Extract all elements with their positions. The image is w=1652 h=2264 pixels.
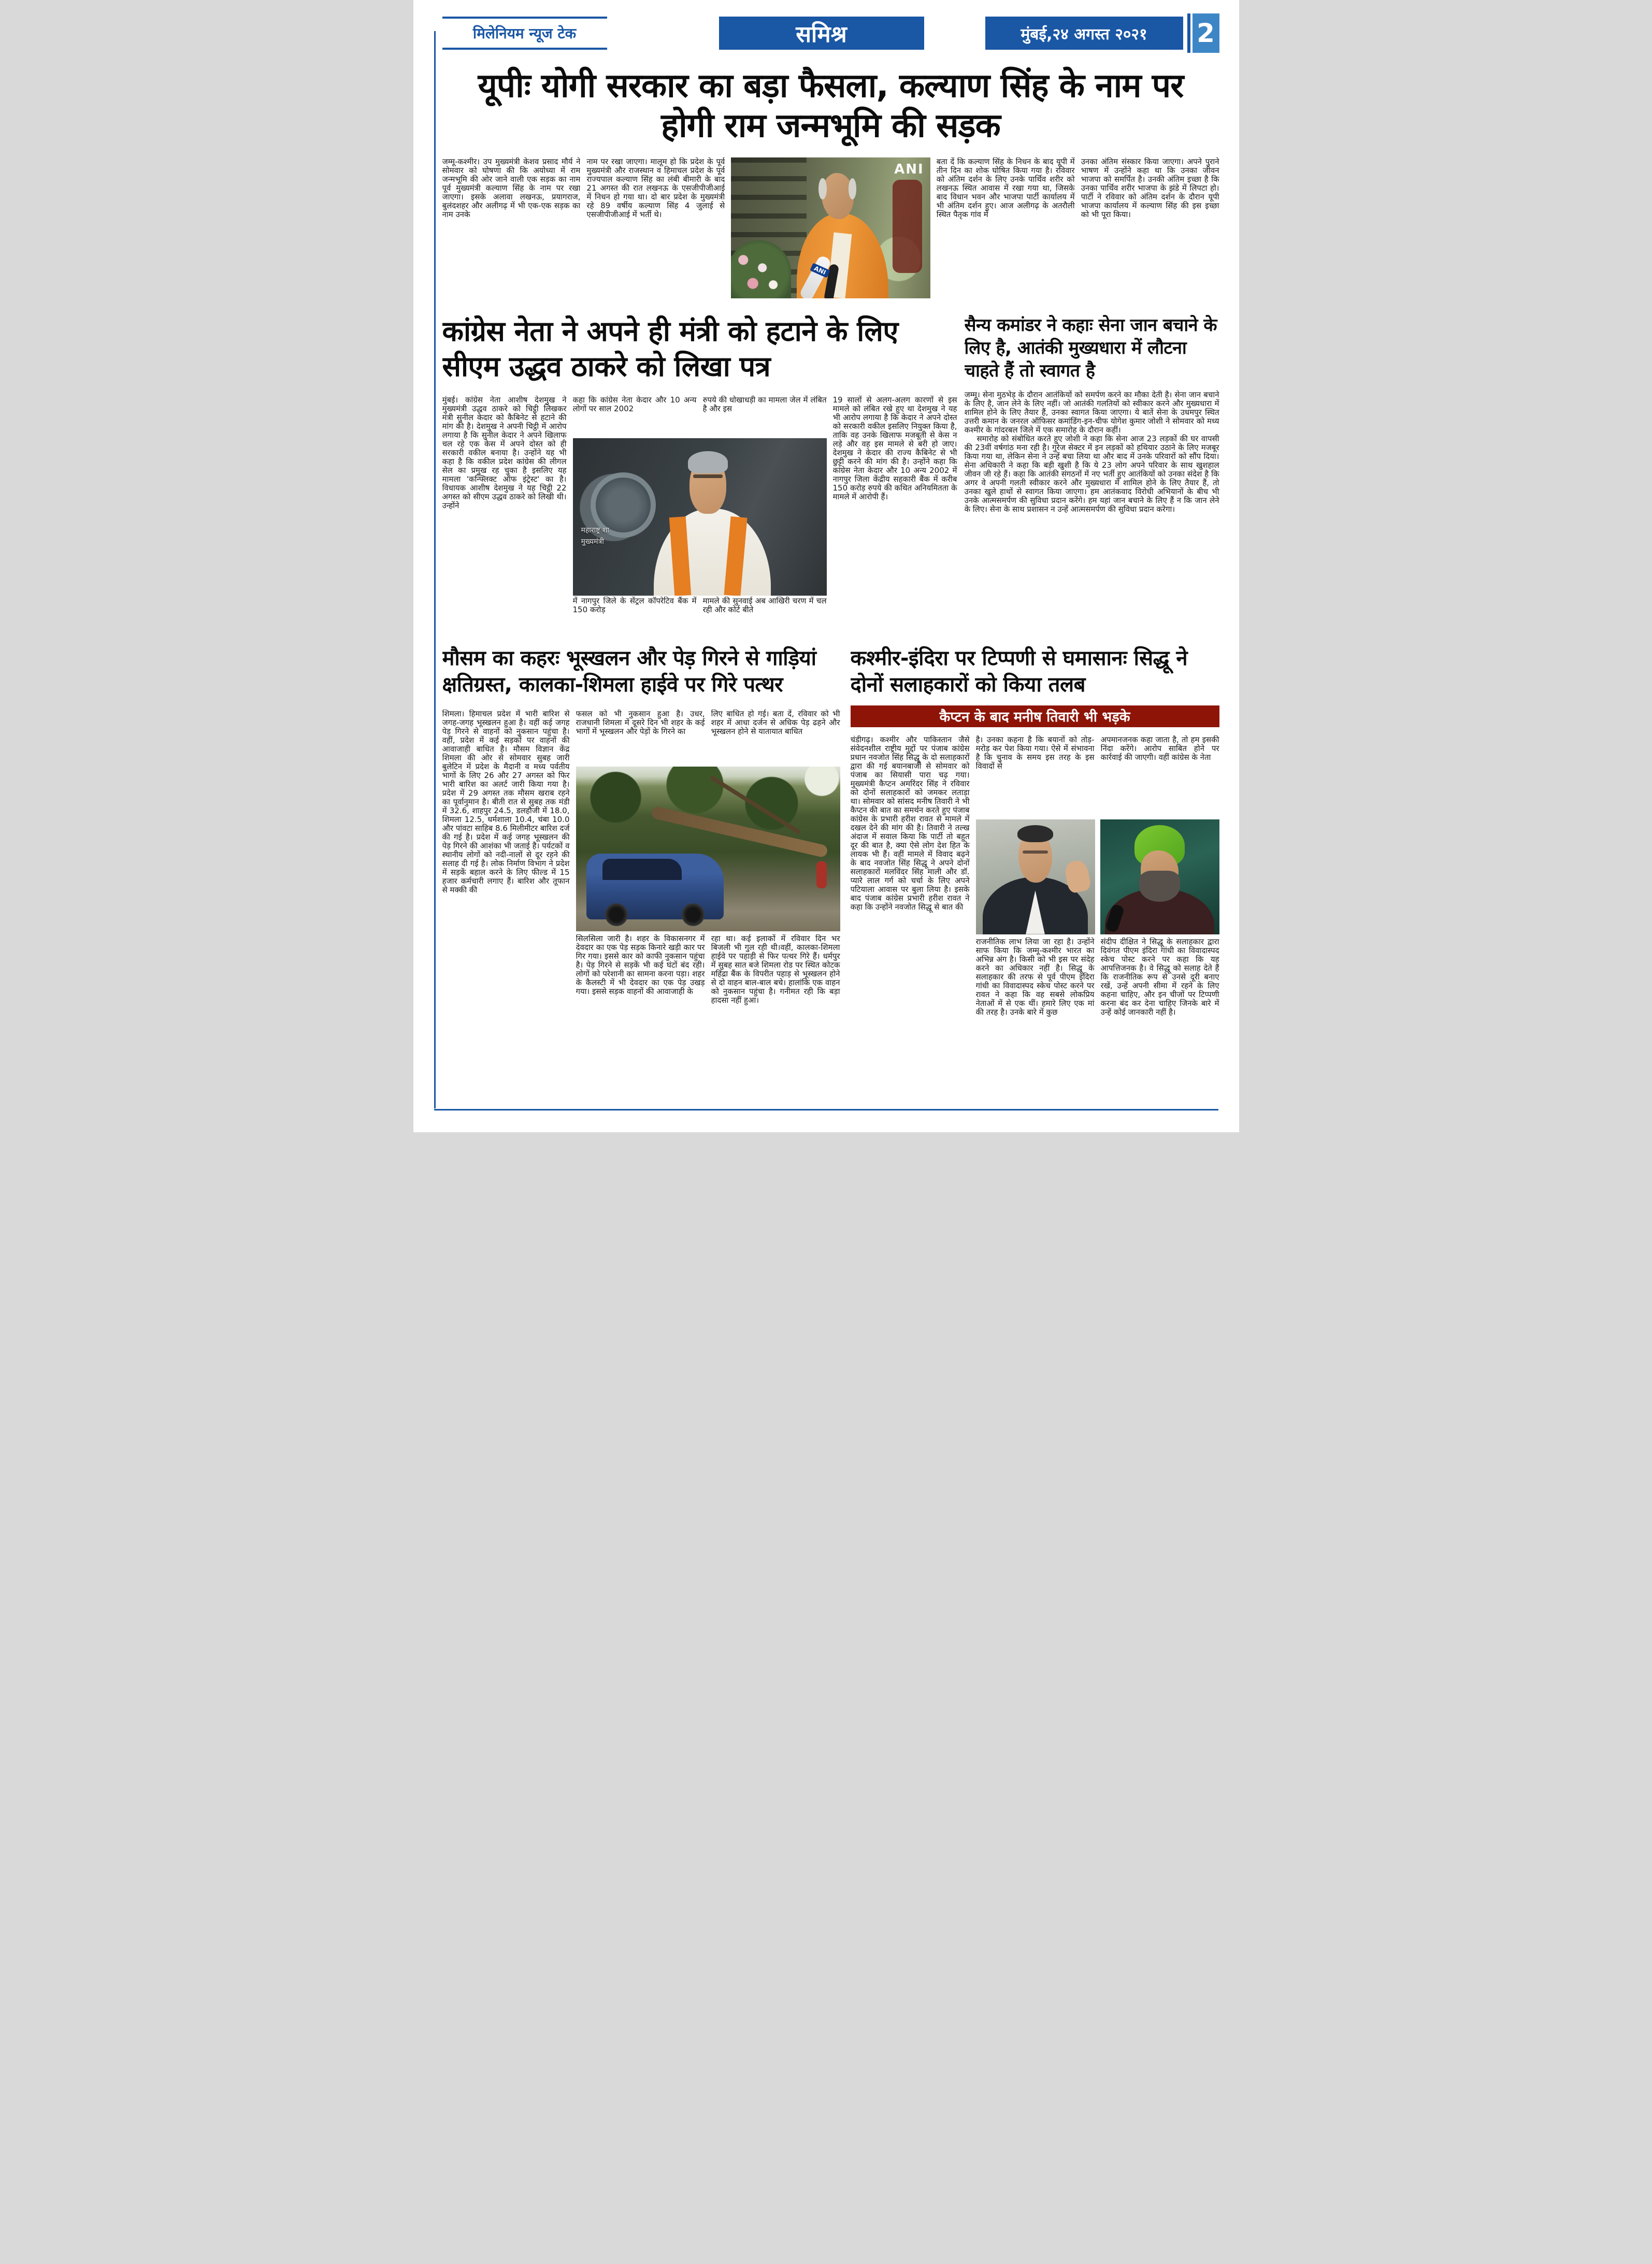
masthead (442, 13, 1219, 53)
sidhu-middle-columns (976, 736, 1219, 1104)
left-border-rule (434, 31, 436, 1108)
photo-emblem-text (581, 525, 610, 548)
photo-chair-shape (893, 180, 923, 273)
weather-headline: मौसम का कहरः भूस्खलन और पेड़ गिरने से गाड़ियां क्षतिग्रस्त, कालका-शिमला हाईवे पर गिरे पत्थर (442, 646, 816, 697)
congress-column-4: 19 सालों से अलग-अलग कारणों से इस मामले को लंबित रखे हुए था देशमुख ने यह भी आरोप लगाया है कि केदार ने अपने दोस्त को सरकारी वकील इसलिए नियुक्त किया है, ताकि वह उनके खिलाफ मजबूती से केस न लड़े और वह इस मामले से बरी हो जाए। देशमुख ने केदार की राज्य कैबिनेट से भी छुट्टी करने की मांग की है। उन्होंने कहा कि कांग्रेस नेता केदार और 10 अन्य 2002 में नागपुर जिला केंद्रीय सहकारी बैंक में करीब 150 करोड़ रुपये की कथित अनियमितता के मामले में आरोपी हैं। (832, 395, 957, 501)
lead-column-2: नाम पर रखा जाएगा। मालूम हो कि प्रदेश के पूर्व मुख्यमंत्री और राजस्थान व हिमाचल प्रदेश के पूर्व राज्यपाल कल्याण सिंह का लंबी बीमारी के बाद 21 अगस्त की रात लखनऊ के एसजीपीजीआई में निधन हो गया था। दो बार प्रदेश के मुख्यमंत्री रहे 89 वर्षीय कल्याण सिंह 4 जुलाई से एसजीपीजीआई में भर्ती थे। (586, 157, 725, 219)
glasses-icon (1023, 850, 1047, 854)
weather-column-3-top: लिए बाधित हो गई। बता दें, रविवार को भी शहर में आधा दर्जन से अधिक पेड़ ढहने और भूस्खलन होने से यातायात बाधित (711, 709, 840, 736)
sidhu-subheadline-bar: कैप्टन के बाद मनीष तिवारी भी भड़के (851, 705, 1219, 727)
sidhu-article (851, 645, 1219, 1104)
lead-headline: यूपीः योगी सरकार का बड़ा फैसला, कल्याण सिंह के नाम पर होगी राम जन्मभूमि की सड़क (478, 67, 1184, 145)
photo-car-window-shape (602, 859, 682, 880)
congress-headline: कांग्रेस नेता ने अपने ही मंत्री को हटाने के लिए सीएम उद्धव ठाकरे को लिखा पत्र (442, 314, 898, 383)
photo-hair-shape (818, 178, 826, 199)
lead-article-body (442, 157, 1219, 298)
photo-kalyan-singh (731, 157, 930, 298)
photo-manish-tewari (976, 819, 1095, 934)
sidhu-column-2-bottom: राजनीतिक लाभ लिया जा रहा है। उन्होंने साफ किया कि जम्मू-कश्मीर भारत का अभिन्न अंग है। किसी को भी इस पर संदेह करने का अधिकार नहीं है। सिद्धू के सलाहकार की तरफ से पूर्व पीएम इंदिरा गांधी का विवादास्पद स्केच पोस्ट करने पर रावत ने कहा कि वह सबसे लोकप्रिय नेताओं में से एक थीं। हमारे लिए एक मां की तरह है। उनके बारे में कुछ (975, 937, 1095, 1017)
army-article (965, 314, 1219, 630)
photo-car-wheel-shape (605, 903, 628, 926)
photo-navjot-sidhu (1100, 819, 1219, 934)
sidhu-headline: कश्मीर-इंदिरा पर टिप्पणी से घमासानः सिद्धू ने दोनों सलाहकारों को किया तलब (850, 646, 1188, 697)
photo-hair-shape (849, 178, 856, 199)
congress-column-2-bottom: में नागपुर जिले के सेंट्रल कॉपरेटिव बैंक में 150 करोड़ (572, 596, 697, 614)
congress-article (442, 314, 957, 630)
sidhu-column-1: चंडीगढ़। कश्मीर और पाकिस्तान जैसे संवेदनशील राष्ट्रीय मुद्दों पर पंजाब कांग्रेस प्रधान नवजोत सिंह सिद्धू के दो सलाहकारों द्वारा की गई बयानबाजी से सोमवार को पंजाब का सियासी पारा चढ़ गया। मुख्यमंत्री कैप्टन अमरिंदर सिंह ने रविवार को दोनों सलाहकारों को जमकर लताड़ा था। सोमवार को सांसद मनीष तिवारी ने भी कैप्टन की बात का समर्थन करते हुए पंजाब कांग्रेस के प्रभारी हरीश रावत से मामले में दखल देने की मांग की है। तिवारी ने तल्ख अंदाज में सवाल किया कि पार्टी तो बहुत दूर की बात है, क्या ऐसे लोग देश हित के लायक भी हैं। वहीं मामले में विवाद बढ़ने के बाद नवजोत सिंह सिद्धू ने अपने दोनों सलाहकारों मलविंदर सिंह माली और डॉ. प्यारे लाल गर्ग को चर्चा के लिए अपने पटियाला आवास पर बुला लिया है। इसके बाद पंजाब कांग्रेस प्रभारी हरीश रावत ने कहा कि उन्होंने नवजोत सिद्धू से बात की (850, 735, 970, 912)
army-paragraph-2: समारोह को संबोधित करते हुए जोशी ने कहा कि सेना आज 23 लड़कों की घर वापसी की 23वीं वर्षगांठ मना रही है। गुरेज सेक्टर में इन लड़कों को हथियार उठाने के लिए मजबूर किया गया था, लेकिन सेना ने उन्हें बचा लिया था और बाद में उनके परिवारों को सौंप दिया। सेना अधिकारी ने कहा कि बड़ी खुशी है कि ये 23 लोग अपने परिवार के साथ खुशहाल जीवन जी रहे हैं। कहा कि आतंकी संगठनों में नए भर्ती हुए आतंकियों को उनका संदेश है कि अगर वे अपनी गलती स्वीकार करने और मुख्यधारा में शामिल होने के लिए तैयार हैं, तो उनका खुले हाथों से स्वागत किया जाएगा। हम आतंकवाद विरोधी अभियानों के बीच भी उनके आत्मसमर्पण की सुविधा प्रदान करेंगे। हम यहां जान बचाने के लिए हैं न कि जान लेने के लिए। सेना के साथ प्रशासन न उन्हें आत्मसमर्पण की सुविधा प्रदान करेगा। (964, 434, 1219, 514)
page-number: 2 (1193, 13, 1219, 53)
lead-column-4: उनका अंतिम संस्कार किया जाएगा। अपने पुराने भाषण में उन्होंने कहा था कि उनका जीवन भाजपा को समर्पित है। उनकी अंतिम इच्छा है कि उनका पार्थिव शरीर भाजपा के झंडे में लिपटा हो। पार्टी ने रविवार को अंतिम दर्शन के दौरान यूपी भाजपा कार्यालय में कल्याण सिंह की इस इच्छा को भी पूरा किया। (1081, 157, 1219, 219)
weather-column-2-bottom: सिलसिला जारी है। शहर के विकासनगर में देवदार का एक पेड़ सड़क किनारे खड़ी कार पर गिर गया। इससे कार को काफी नुकसान पहुंचा है। पेड़ गिरने से सड़कें भी कई घंटों बंद रही। लोगों को परेशानी का सामना करना पड़ा। शहर के कैलस्टी में भी देवदार का एक पेड़ उखड़ गया। इससे सड़क वाहनों की आवाजाही के (576, 934, 705, 996)
lead-column-3: बता दें कि कल्याण सिंह के निधन के बाद यूपी में तीन दिन का शोक घोषित किया गया है। रविवार को अंतिम दर्शन के लिए उनके पार्थिव शरीर को लखनऊ स्थित आवास में रखा गया था, जिसके बाद विधान भवन और भाजपा पार्टी कार्यालय में भी अंतिम दर्शन हुए। आज अलीगढ़ के अतरौली स्थित पैतृक गांव में (936, 157, 1075, 219)
sidhu-column-3-top: अपमानजनक कहा जाता है, तो हम इसकी निंदा करेंगे। आरोप साबित होने पर कार्रवाई की जाएगी। वहीं कांग्रेस के नेता (1100, 735, 1219, 762)
photo-beard-shape (1139, 871, 1180, 902)
middle-section (442, 314, 1219, 630)
congress-text-below-photo (573, 597, 827, 626)
sidhu-article-body (851, 736, 1219, 1104)
photo-car-wheel-shape (682, 903, 705, 926)
congress-article-body (442, 396, 957, 628)
weather-column-1: शिमला। हिमाचल प्रदेश में भारी बारिश से जगह-जगह भूस्खलन हुआ है। वहीं कई जगह पेड़ गिरने से वाहनों को नुकसान पहुंचा है। वहीं, प्रदेश में कई सड़कों पर वाहनों की आवाजाही बाधित है। मौसम विज्ञान केंद्र शिमला की ओर से सोमवार सुबह जारी बुलेटिन में प्रदेश के मैदानी व मध्य पर्वतीय भागों के लिए 26 और 27 अगस्त को फिर भारी बारिश का अलर्ट जारी किया गया है। प्रदेश में 29 अगस्त तक मौसम खराब रहने का पूर्वानुमान है। बीती रात से सुबह तक मंडी में 32.6, शाहपुर 24.5, डलहौजी में 18.0, शिमला 12.5, धर्मशाला 10.4, चंबा 10.0 और पांवटा साहिब 8.6 मिलीमीटर बारिश दर्ज की गई है। प्रदेश में कई जगह भूस्खलन की पेड़ गिरने की आशंका भी जताई है। पर्यटकों व स्थानीय लोगों को नदी-नालों से दूर रहने की सलाह दी गई है। लोक निर्माण विभाग ने प्रदेश में सड़कें बहाल करने के लिए फील्ड में 15 हजार कर्मचारी लगाए हैं। बारिश और तूफान से मक्की की (442, 709, 570, 895)
army-headline: सैन्य कमांडर ने कहाः सेना जान बचाने के लिए है, आतंकी मुख्यधारा में लौटना चाहते हैं तो स्वागत है (964, 314, 1217, 381)
ani-mic-flag: ANI (810, 263, 830, 278)
photo-bystander-shape (816, 861, 827, 888)
section-title: समिश्र (719, 17, 924, 50)
sidhu-text-above-photos (976, 736, 1219, 816)
newspaper-page (413, 0, 1239, 1132)
bottom-section (442, 645, 1219, 1104)
dateline: मुंबई,२४ अगस्त २०२१ (985, 17, 1183, 50)
weather-column-3-bottom: रहा था। कई इलाकों में रविवार दिन भर बिजली भी गुल रही थी।वहीं, कालका-शिमला हाईवे पर पहाड़ी से फिर पत्थर गिरे हैं। धर्मपुर में सुबह सात बजे शिमला रोड पर स्थित कोटक महिंद्रा बैंक के विपरीत पहाड़ से भूस्खलन होने से दो वाहन बाल-बाल बचे। हालांकि एक वाहन को नुकसान पहुंचा है। गनीमत रही कि बड़ा हादसा नहीं हुआ। (711, 934, 840, 1005)
lead-column-1: जम्मू-कश्मीर। उप मुख्यमंत्री केशव प्रसाद मौर्य ने सोमवार को घोषणा की कि अयोध्या में राम जन्मभूमि की ओर जाने वाली एक सड़क का नाम पूर्व मुख्यमंत्री कल्याण सिंह के नाम पर रखा जाएगा। इसके अलावा लखनऊ, प्रयागराज, बुलंदशहर और अलीगढ़ में भी एक-एक सड़क का नाम उनके (442, 157, 581, 219)
weather-column-2-top: फसल को भी नुकसान हुआ है। उधर, राजधानी शिमला में दूसरे दिन भी शहर के कई भागों में भूस्खलन और पेड़ों के गिरने का (576, 709, 705, 736)
photo-person-head-shape (822, 173, 853, 220)
sidhu-column-3-bottom: संदीप दीक्षित ने सिद्धू के सलाहकार द्वारा दिवंगत पीएम इंदिरा गांधी का विवादास्पद स्केच पोस्ट करने पर कहा कि यह आपत्तिजनक है। वे सिद्धू को सलाह देते हैं कि राजनीतिक रूप से उनसे दूरी बनाए रखें, उन्हें अपनी सीमा में रहने के लिए कहना चाहिए, और इन चीजों पर टिप्पणी करना बंद कर देना चाहिए जिनके बारे में उन्हें कोई जानकारी नहीं है। (1100, 937, 1219, 1017)
congress-column-2-top: कहा कि कांग्रेस नेता केदार और 10 अन्य लोगों पर साल 2002 (572, 395, 697, 413)
weather-article-body (442, 710, 840, 1094)
photo-emblem-text-line1: महाराष्ट्र शा (581, 526, 610, 535)
paper-brand: मिलेनियम न्यूज टेक (442, 17, 607, 50)
photo-hair-shape (1017, 825, 1053, 842)
sidhu-column-2-top: है। उनका कहना है कि बयानों को तोड़-मरोड़ कर पेश किया गया। ऐसे में संभावना है कि चुनाव के समय इस तरह के इस विवादों से (975, 735, 1095, 771)
sidhu-text-below-photos (976, 938, 1219, 1104)
bottom-border-rule (434, 1109, 1218, 1111)
glasses-icon (693, 474, 722, 478)
pagenum-separator (1187, 13, 1190, 53)
army-paragraph-1: जम्मू। सेना मुठभेड़ के दौरान आतंकियों को समर्पण करने का मौका देती है। सेना जान बचाने के लिए है, जान लेने के लिए नहीं। जो आतंकी गलतियों को स्वीकार करने और मुख्यधारा में शामिल होने के लिए तैयार हैं, उनका स्वागत किया जाएगा। ये बातें सेना के उधमपुर स्थित उत्तरी कमान के जनरल ऑफिसर कमांडिंग-इन-चीफ योगेश कुमार जोशी ने सोमवार को मध्य कश्मीर के गांदरबल जिले में एक समारोह के दौरान कहीं। (964, 390, 1219, 435)
weather-text-above-photo (576, 710, 840, 763)
congress-text-above-photo (573, 396, 827, 437)
congress-column-3-bottom: मामले की सुनवाई अब आखिरी चरण में चल रही और कोर्ट बीते (702, 596, 827, 614)
army-article-body (965, 391, 1219, 630)
congress-middle-columns (573, 396, 827, 628)
congress-column-1: मुंबई। कांग्रेस नेता आशीष देशमुख ने मुख्यमंत्री उद्धव ठाकरे को चिट्ठी लिखकर मंत्री सुनील केदार को कैबिनेट से हटाने की मांग की है। देशमुख ने अपनी चिट्ठी में आरोप लगाया है कि सुनील केदार ने अपने खिलाफ चल रहे एक केस में अपने दोस्त को ही सरकारी वकील बनाया है। उन्होंने यह भी कहा है कि वकील प्रदेश कांग्रेस की लीगल सेल का प्रमुख रह चुका है इसलिए यह मामला 'कन्फ्लिक्ट ऑफ इंट्रेस्ट' का है। विधायक आशीष देशमुख ने यह चिट्ठी 22 अगस्त को सीएम उद्धव ठाकरे को लिखी थी। उन्होंने (442, 395, 567, 510)
photo-hair-shape (688, 451, 728, 473)
ani-watermark: ANI (894, 161, 924, 177)
weather-text-below-photo (576, 934, 840, 1094)
photo-uddhav-thackeray (573, 438, 827, 596)
sidhu-photos-row (976, 819, 1219, 934)
photo-emblem-text-line2: मुख्यमंत्री (581, 538, 604, 546)
weather-middle-columns (576, 710, 840, 1094)
photo-fallen-tree-car (576, 767, 840, 931)
weather-article (442, 645, 840, 1104)
congress-column-3-top: रुपये की धोखाधड़ी का मामला जेल में लंबित है और इस (702, 395, 827, 413)
